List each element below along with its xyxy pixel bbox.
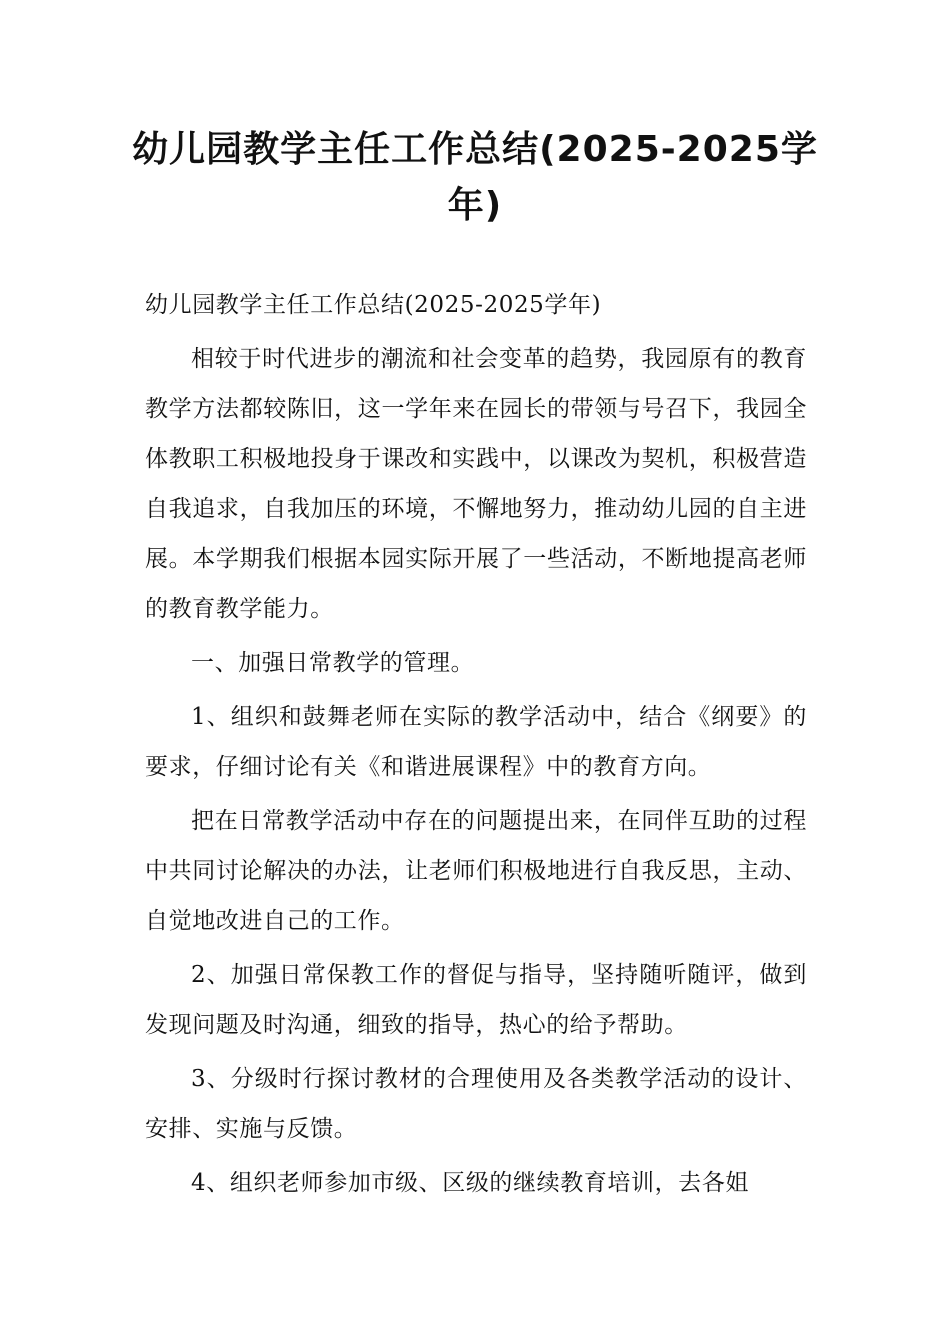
paragraph-item-3: 3、分级时行探讨教材的合理使用及各类教学活动的设计、安排、实施与反馈。 xyxy=(145,1066,807,1142)
paragraph-item-1: 1、组织和鼓舞老师在实际的教学活动中，结合《纲要》的要求，仔细讨论有关《和谐进展课程》中的教育方向。 xyxy=(145,704,807,780)
paragraph-item-4: 4、组织老师参加市级、区级的继续教育培训，去各姐 xyxy=(191,1170,750,1196)
paragraph-intro: 相较于时代进步的潮流和社会变革的趋势，我园原有的教育教学方法都较陈旧，这一学年来在园长的带领与号召下，我园全体教职工积极地投身于课改和实践中，以课改为契机，积极营造自我追求，自我加压的环境，不懈地努力，推动幼儿园的自主进展。本学期我们根据本园实际开展了一些活动，不断地提高老师的教育教学能力。 xyxy=(145,346,807,622)
paragraph-item-1-detail: 把在日常教学活动中存在的问题提出来，在同伴互助的过程中共同讨论解决的办法，让老师们积极地进行自我反思，主动、自觉地改进自己的工作。 xyxy=(145,808,807,934)
document-body xyxy=(145,280,807,1212)
document-title: 幼儿园教学主任工作总结(2025-2025学年) xyxy=(132,129,818,226)
paragraph-item-2: 2、加强日常保教工作的督促与指导，坚持随听随评，做到发现问题及时沟通，细致的指导，热心的给予帮助。 xyxy=(145,962,807,1038)
section-heading-1: 一、加强日常教学的管理。 xyxy=(191,650,475,676)
document-subtitle: 幼儿园教学主任工作总结(2025-2025学年) xyxy=(145,292,602,318)
